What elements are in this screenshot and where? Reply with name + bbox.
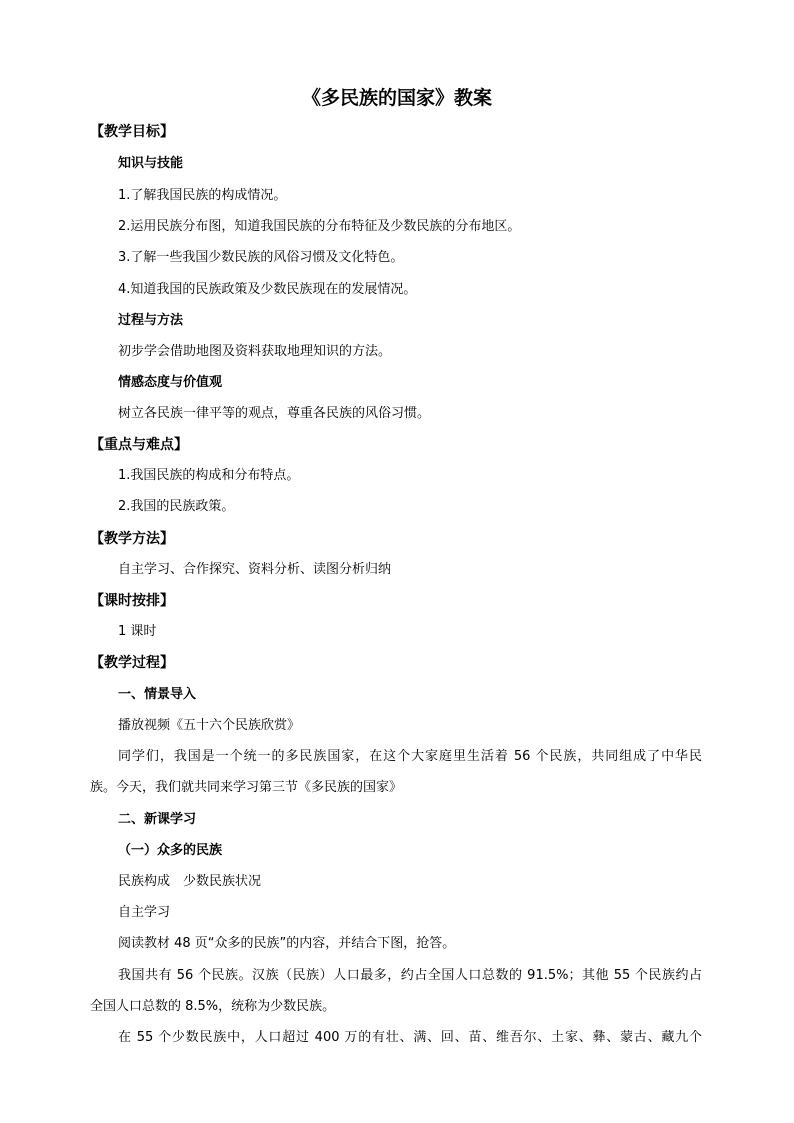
stats-paragraph-line: 我国共有 56 个民族。汉族（民族）人口最多，约占全国人口总数的 91.5%；其他 55 个民族约占 (118, 968, 702, 983)
key-points-heading: 【重点与难点】 (90, 437, 188, 453)
minority-paragraph-line: 在 55 个少数民族中，人口超过 400 万的有壮、满、回、苗、维吾尔、土家、彝、蒙古、藏九个 (118, 1030, 702, 1045)
process-heading: 【教学过程】 (90, 655, 174, 671)
methods-text: 自主学习、合作探究、资料分析、读图分析归纳 (118, 562, 392, 577)
knowledge-heading: 知识与技能 (118, 156, 184, 171)
intro-paragraph-line: 族。今天，我们就共同来学习第三节《多民族的国家》 (90, 780, 403, 795)
document-title: 《多民族的国家》教案 (301, 87, 492, 109)
schedule-text: 1 课时 (118, 624, 157, 639)
knowledge-item: 4.知道我国的民族政策及少数民族现在的发展情况。 (118, 282, 417, 297)
self-study-label: 自主学习 (118, 905, 171, 920)
attitude-text: 树立各民族一律平等的观点，尊重各民族的风俗习惯。 (118, 406, 431, 421)
key-point-item: 2.我国的民族政策。 (118, 499, 235, 514)
key-point-item: 1.我国民族的构成和分布特点。 (118, 468, 300, 483)
intro-heading: 一、情景导入 (118, 687, 197, 702)
section1-heading: （一）众多的民族 (118, 843, 223, 858)
section1-topics: 民族构成 少数民族状况 (118, 874, 262, 889)
knowledge-item: 3.了解一些我国少数民族的风俗习惯及文化特色。 (118, 250, 404, 265)
intro-paragraph-line: 同学们，我国是一个统一的多民族国家，在这个大家庭里生活着 56 个民族，共同组成了中华民 (118, 749, 702, 764)
knowledge-item: 1.了解我国民族的构成情况。 (118, 188, 287, 203)
process-method-heading: 过程与方法 (118, 313, 184, 328)
objectives-heading: 【教学目标】 (90, 124, 174, 140)
new-lesson-heading: 二、新课学习 (118, 812, 197, 827)
methods-heading: 【教学方法】 (90, 531, 174, 547)
intro-video: 播放视频《五十六个民族欣赏》 (118, 718, 301, 733)
process-method-text: 初步学会借助地图及资料获取地理知识的方法。 (118, 344, 392, 359)
attitude-heading: 情感态度与价值观 (118, 375, 223, 390)
reading-task: 阅读教材 48 页“众多的民族”的内容，并结合下图，抢答。 (118, 936, 456, 951)
stats-paragraph-line: 全国人口总数的 8.5%，统称为少数民族。 (90, 999, 336, 1014)
knowledge-item: 2.运用民族分布图，知道我国民族的分布特征及少数民族的分布地区。 (118, 219, 521, 234)
schedule-heading: 【课时按排】 (90, 593, 174, 609)
